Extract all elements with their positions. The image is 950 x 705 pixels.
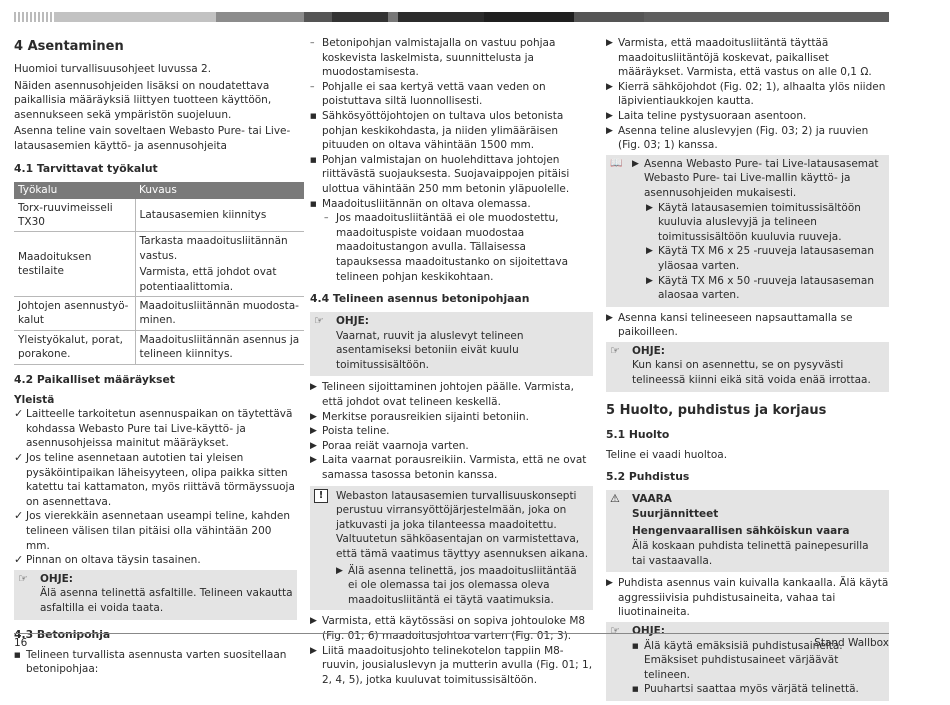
square-item — [310, 197, 593, 212]
section-heading: 4 Asentaminen — [14, 39, 124, 54]
table-cell — [135, 232, 304, 297]
step-item — [646, 201, 885, 245]
checkmark-icon: ✓ — [14, 451, 24, 464]
dash-bullet: – — [324, 213, 329, 224]
hand-pointer-icon: ☞ — [314, 314, 324, 328]
arrow-triangle-icon: ▶ — [606, 312, 613, 323]
table-cell: Maadoituksen testilaite — [14, 232, 135, 297]
dash-item — [310, 80, 593, 109]
check-text: Pinnan on oltava täysin tasainen. — [26, 554, 201, 567]
check-item — [14, 407, 297, 451]
checkmark-icon: ✓ — [14, 407, 24, 421]
check-text: Jos vierekkäin asennetaan useampi teline, kahden telineen välisen tilan pitäisi olla vähintään 200 mm. — [26, 510, 291, 552]
warning-triangle-icon: ⚠ — [610, 492, 620, 506]
arrow-triangle-icon: ▶ — [310, 645, 317, 656]
paragraph: Teline ei vaadi huoltoa. — [606, 448, 728, 461]
item-text: Sähkösyöttöjohtojen on tultava ulos betonista pohjan keskikohdasta, ja niiden ylimääräisen pituuden on oltava vähintään 1500 mm. — [322, 109, 564, 152]
cell-line: Tarkasta maadoitusliitännän vastus. — [139, 235, 288, 262]
step-item — [606, 36, 889, 80]
arrow-triangle-icon: ▶ — [646, 275, 653, 286]
square-bullet-icon: ■ — [14, 650, 21, 659]
item-text: Maadoitusliitännän on oltava olemassa. — [322, 197, 531, 210]
page-footer — [14, 633, 889, 651]
danger-box — [606, 490, 889, 572]
arrow-triangle-icon: ▶ — [646, 202, 653, 213]
hand-pointer-icon: ☞ — [610, 343, 620, 357]
header-band — [398, 12, 484, 22]
item-text: Telineen turvallista asennusta varten suositellaan betonipohjaa: — [26, 648, 287, 676]
item-text: Jos maadoitusliitäntää ei ole muodostettu, maadoituspiste voidaan muodostaa maadoitustangon avulla. Tällaisessa tapauksessa maadoitustanko on sijoitettava telineen pohjan keskikohtaan. — [336, 212, 569, 283]
table-cell: Maadoitusliitännän muodostaminen. — [135, 297, 304, 331]
header-band — [644, 12, 889, 22]
step-item — [606, 124, 889, 153]
step-text: Poista teline. — [322, 425, 390, 438]
arrow-triangle-icon: ▶ — [310, 616, 317, 627]
step-text: Puhdista asennus vain kuivalla kankaalla. Älä käytä aggressiivisia puhdistusaineita, vahaa tai liuotinaineita. — [618, 577, 889, 619]
step-item — [646, 274, 885, 303]
item-text: Pohjalle ei saa kertyä vettä vaan veden on poistuttava siltä luonnollisesti. — [322, 80, 546, 108]
square-item — [632, 682, 885, 697]
step-item — [310, 410, 593, 425]
check-text: Jos teline asennetaan autotien tai yleisen pysäköintipaikan läheisyyteen, olipa paikka sitten katettu tai kattamaton, myös riittävä törmäyssuoja on asennettava. — [26, 452, 295, 508]
paragraph: Huomioi turvallisuusohjeet luvussa 2. — [14, 63, 212, 75]
step-item — [310, 439, 593, 454]
note-title: OHJE: — [632, 344, 665, 357]
column-middle — [310, 36, 593, 687]
step-text: Käytä latausasemien toimitussisältöön kuuluvia aluslevyjä ja telineen toimitussisältöön kuuluvia ruuveja. — [658, 201, 861, 243]
header-stripe — [14, 12, 54, 22]
step-text: Telineen sijoittaminen johtojen päälle. Varmista, että johdot ovat telineen keskellä. — [322, 381, 574, 409]
subsection-heading: 4.3 Betonipohja — [14, 627, 111, 641]
square-bullet-icon: ■ — [310, 155, 317, 164]
step-text: Laita vaarnat porausreikiin. Varmista, että ne ovat samassa tasossa betonin kanssa. — [322, 454, 587, 482]
square-bullet-icon: ■ — [310, 111, 317, 120]
step-item — [606, 109, 889, 124]
header-color-bar — [14, 12, 889, 22]
table-cell: Latausasemien kiinnitys — [135, 199, 304, 232]
step-text: Varmista, että maadoitusliitäntä täyttää maadoitusliitäntöjä koskevat, paikalliset määräykset. Varmista, että vastus on alle 0,1 Ω. — [618, 37, 872, 79]
step-text: Laita teline pystysuoraan asentoon. — [618, 109, 807, 122]
arrow-triangle-icon: ▶ — [606, 125, 613, 136]
warning-box — [310, 486, 593, 611]
square-item — [310, 109, 593, 153]
note-title: OHJE: — [336, 315, 369, 328]
table-header-row — [14, 182, 304, 199]
table-row — [14, 330, 304, 364]
header-band — [484, 12, 574, 22]
item-text: Pohjan valmistajan on huolehdittava johtojen riittävästä suojauksesta. Suojavaippojen pitäisi ulottua vähintään 250 mm betonin yläpuolelle. — [322, 153, 570, 195]
exclamation-icon: ! — [314, 489, 328, 503]
arrow-triangle-icon: ▶ — [310, 382, 317, 393]
table-row — [14, 232, 304, 297]
step-text: Merkitse porausreikien sijainti betoniin. — [322, 410, 529, 423]
book-icon: 📖 — [610, 157, 623, 169]
table-row — [14, 297, 304, 331]
check-item — [14, 451, 297, 509]
note-text: Älä asenna telinettä asfaltille. Telineen vakautta asfaltilla ei voida taata. — [40, 587, 293, 614]
cell-line: Varmista, että johdot ovat potentiaalittomia. — [139, 266, 277, 293]
arrow-triangle-icon: ▶ — [310, 440, 317, 451]
page-number: 16 — [14, 637, 28, 649]
note-box — [606, 342, 889, 392]
table-cell: Torx-ruuvimeisseli TX30 — [14, 199, 135, 232]
danger-subtitle: Suurjännitteet — [632, 507, 719, 520]
step-text: Asenna kansi telineeseen napsauttamalla se paikoilleen. — [618, 311, 853, 339]
step-text: Kierrä sähköjohdot (Fig. 02; 1), alhaalta ylös niiden läpivientiaukkojen kautta. — [618, 80, 886, 108]
subsection-heading: 5.2 Puhdistus — [606, 470, 690, 484]
step-text: Asenna teline aluslevyjen (Fig. 03; 2) ja ruuvien (Fig. 03; 1) kanssa. — [618, 124, 869, 152]
tools-table — [14, 182, 304, 365]
step-text: Käytä TX M6 x 50 -ruuveja latausaseman alaosaa varten. — [658, 274, 874, 302]
hand-pointer-icon: ☞ — [610, 624, 620, 637]
check-text: Laitteelle tarkoitetun asennuspaikan on täytettävä kohdassa Webasto Pure tai Live-käyttö- ja asennusohjeissa mainitut määräykset. — [26, 408, 293, 450]
note-box — [14, 570, 297, 620]
subsection-heading: 4.4 Telineen asennus betonipohjaan — [310, 292, 530, 306]
header-band — [304, 12, 332, 22]
dash-item — [324, 211, 593, 284]
note-text: Vaarnat, ruuvit ja aluslevyt telineen asentamiseksi betoniin eivät kuulu toimitussisältöön. — [336, 329, 524, 371]
square-bullet-icon: ■ — [632, 685, 639, 694]
square-item — [310, 153, 593, 197]
table-cell: Maadoitusliitännän asennus ja telineen kiinnitys. — [135, 330, 304, 364]
step-text: Poraa reiät vaarnoja varten. — [322, 439, 469, 452]
step-text: Varmista, että käytössäsi on sopiva johtouloke M8 (Fig. 01; 6) maadoitusjohtoa varten (Fig. 01; 3). — [322, 615, 586, 642]
arrow-triangle-icon: ▶ — [310, 411, 317, 422]
square-item — [14, 648, 297, 677]
paragraph: Näiden asennusohjeiden lisäksi on noudatettava paikallisia määräyksiä liittyen tuotteen käyttöön, asennukseen sekä ympäristön suojeluun. — [14, 79, 272, 121]
subheading: Yleistä — [14, 393, 55, 406]
note-title: OHJE: — [40, 572, 73, 585]
note-text: Kun kansi on asennettu, se on pysyvästi telineessä kiinni eikä sitä voida enää irrottaa. — [632, 359, 871, 387]
checkmark-icon: ✓ — [14, 509, 24, 523]
arrow-triangle-icon: ▶ — [310, 426, 317, 437]
header-band — [54, 12, 216, 22]
step-text: Älä asenna telinettä, jos maadoitusliitäntää ei ole olemassa tai jos olemassa oleva maadoitusliitäntä ei täytä vaatimuksia. — [348, 564, 577, 606]
section-heading: 5 Huolto, puhdistus ja korjaus — [606, 402, 827, 418]
dash-item — [310, 36, 593, 80]
header-band — [388, 12, 398, 22]
step-item — [632, 157, 885, 201]
dash-bullet: – — [310, 38, 315, 48]
header-band — [216, 12, 304, 22]
header-band — [332, 12, 388, 22]
danger-title: VAARA — [632, 493, 672, 506]
step-text: Asenna Webasto Pure- tai Live-latausasemat Webasto Pure- tai Live-mallin käyttö- ja asennusohjeiden mukaisesti. — [644, 157, 879, 199]
dash-bullet: – — [310, 81, 315, 92]
table-row — [14, 199, 304, 232]
column-header: Kuvaus — [135, 182, 304, 199]
danger-text: Älä koskaan puhdista telinettä painepesurilla tai vastaavalla. — [632, 540, 869, 567]
arrow-triangle-icon: ▶ — [606, 38, 613, 48]
subsection-heading: 5.1 Huolto — [606, 427, 670, 441]
table-cell: Yleistyökalut, porat, porakone. — [14, 330, 135, 364]
hand-pointer-icon: ☞ — [18, 571, 28, 585]
step-text: Käytä TX M6 x 25 -ruuveja latausaseman yläosaa varten. — [658, 245, 874, 272]
step-text: Liitä maadoitusjohto telinekotelon tappiin M8-ruuvin, jousialuslevyn ja mutterin avulla (Fig. 01; 1, 2, 4, 5), jotka kuuluvat toimitussisältöön. — [322, 644, 593, 686]
header-band — [574, 12, 644, 22]
subsection-heading: 4.1 Tarvittavat työkalut — [14, 161, 158, 175]
column-right — [606, 36, 889, 705]
item-text: Betonipohjan valmistajalla on vastuu pohjaa koskevista laskelmista, suunnittelusta ja muodostamisesta. — [322, 37, 556, 79]
arrow-triangle-icon: ▶ — [606, 81, 613, 92]
reference-box — [606, 155, 889, 307]
step-item — [310, 424, 593, 439]
step-item — [310, 453, 593, 482]
check-item — [14, 509, 297, 553]
note-box — [310, 312, 593, 376]
column-header: Työkalu — [14, 182, 135, 199]
step-item — [310, 380, 593, 409]
checkmark-icon: ✓ — [14, 553, 24, 567]
document-title: Stand Wallbox — [814, 637, 889, 649]
arrow-triangle-icon: ▶ — [606, 110, 613, 121]
arrow-triangle-icon: ▶ — [606, 578, 613, 589]
step-item — [606, 311, 889, 340]
item-text: Älä käytä emäksisiä puhdistusaineita. Emäksiset puhdistusaineet värjäävät telineen. — [644, 639, 843, 681]
check-item — [14, 553, 297, 568]
arrow-triangle-icon: ▶ — [646, 246, 653, 257]
arrow-triangle-icon: ▶ — [310, 455, 317, 466]
warning-text: Webaston latausasemien turvallisuuskonsepti perustuu virransyöttöjärjestelmään, joka on jatkuvasti ja joka tilanteessa maadoitettu. Valtuutetun sähköasentajan on varmistettava, että tämä vaatimus täyttyy asennuksen aikana. — [336, 489, 589, 560]
square-bullet-icon: ■ — [632, 641, 639, 650]
step-item — [606, 80, 889, 109]
paragraph: Asenna teline vain soveltaen Webasto Pure- tai Live-latausasemien käyttö- ja asennusohjeita — [14, 125, 291, 152]
subsection-heading: 4.2 Paikalliset määräykset — [14, 372, 175, 386]
danger-heading: Hengenvaarallisen sähköiskun vaara — [632, 525, 850, 538]
arrow-triangle-icon: ▶ — [336, 565, 343, 576]
step-item — [606, 576, 889, 620]
step-item — [336, 564, 589, 608]
item-text: Puuhartsi saattaa myös värjätä telinettä. — [644, 683, 859, 696]
arrow-triangle-icon: ▶ — [632, 158, 639, 169]
square-bullet-icon: ■ — [310, 199, 317, 208]
step-item — [646, 244, 885, 273]
column-left — [14, 36, 300, 677]
note-title: OHJE: — [632, 625, 665, 637]
table-cell: Johtojen asennustyökalut — [14, 297, 135, 331]
